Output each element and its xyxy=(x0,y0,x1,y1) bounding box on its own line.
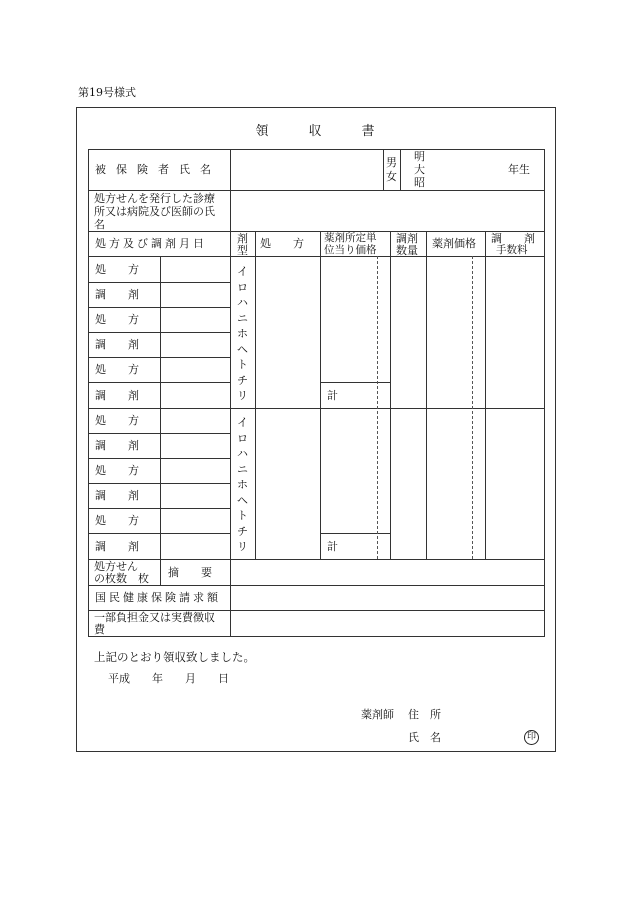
table-top-border xyxy=(88,149,544,150)
header-unit-price-line1: 薬剤所定単 xyxy=(324,232,377,244)
type-char: チ xyxy=(237,373,248,387)
total-line xyxy=(320,533,390,534)
type-char: ロ xyxy=(237,280,248,294)
row-line xyxy=(88,307,230,308)
header-prescription: 処 方 xyxy=(260,237,304,250)
title-char-1: 領 xyxy=(255,124,269,139)
type-char: リ xyxy=(237,540,248,553)
total-label: 計 xyxy=(327,540,338,553)
type-char: ホ xyxy=(237,478,248,491)
receipt-statement: 上記のとおり領収致しました。 xyxy=(94,650,255,664)
col-line xyxy=(426,231,427,559)
col-line xyxy=(485,231,486,559)
row-line xyxy=(88,585,544,586)
row-label: 調 剤 xyxy=(95,540,139,553)
col-line xyxy=(230,149,231,637)
type-char: リ xyxy=(237,389,248,402)
type-char: ト xyxy=(237,509,248,522)
header-type-line1: 剤 xyxy=(237,232,248,245)
header-fee-line1: 調 剤 xyxy=(491,232,535,245)
col-line xyxy=(255,231,256,559)
date-line: 平成 年 月 日 xyxy=(108,672,229,685)
type-char: ニ xyxy=(237,311,248,325)
row-label: 調 剤 xyxy=(95,338,139,351)
row-label: 処 方 xyxy=(95,464,139,477)
seal-mark: 印 xyxy=(524,730,539,745)
header-fee-line2: 手数料 xyxy=(496,244,528,256)
type-char: ハ xyxy=(237,296,248,309)
type-char: ヘ xyxy=(237,342,248,356)
header-quantity-line1: 調剤 xyxy=(396,232,418,245)
col-line xyxy=(383,149,384,190)
receipt-title xyxy=(0,120,630,139)
row-label: 処 方 xyxy=(95,414,139,427)
row-line xyxy=(88,357,230,358)
col-line xyxy=(390,231,391,559)
copay-label-line2: 費 xyxy=(94,623,105,636)
header-quantity-line2: 数量 xyxy=(396,244,418,257)
row-line xyxy=(88,508,230,509)
dashed-separator xyxy=(472,256,473,559)
sex-female: 女 xyxy=(386,170,397,183)
row-line xyxy=(88,190,544,191)
era-taisho: 大 xyxy=(414,163,425,176)
row-label: 調 剤 xyxy=(95,489,139,502)
copay-label-line1: 一部負担金又は実費徴収 xyxy=(94,611,215,624)
row-label: 処 方 xyxy=(95,514,139,527)
type-char: チ xyxy=(237,524,248,538)
col-line xyxy=(160,559,161,585)
row-line xyxy=(88,559,544,560)
col-line xyxy=(400,149,401,190)
row-line xyxy=(88,382,230,383)
row-label: 処 方 xyxy=(95,363,139,376)
nhi-claim-label: 国民健康保険請求額 xyxy=(95,591,221,604)
issuer-label-line1: 処方せんを発行した診療 xyxy=(94,192,215,205)
header-type-line2: 型 xyxy=(237,244,248,257)
birth-year-suffix: 年生 xyxy=(508,163,530,176)
row-label: 調 剤 xyxy=(95,389,139,402)
row-line xyxy=(88,533,230,534)
pharmacist-label: 薬剤師 xyxy=(361,708,394,721)
col-line xyxy=(320,231,321,559)
row-label: 処 方 xyxy=(95,313,139,326)
row-line xyxy=(88,332,230,333)
sheets-label-line1: 処方せん xyxy=(94,560,138,573)
type-char: ト xyxy=(237,358,248,371)
type-char: イ xyxy=(237,265,248,278)
header-drug-price: 薬剤価格 xyxy=(432,237,476,250)
title-char-3: 書 xyxy=(361,124,375,139)
sex-male: 男 xyxy=(386,156,397,169)
type-chars-group2 xyxy=(237,415,248,555)
row-label: 調 剤 xyxy=(95,288,139,301)
row-line xyxy=(88,433,230,434)
type-char: ハ xyxy=(237,447,248,460)
total-label: 計 xyxy=(327,389,338,402)
row-line xyxy=(88,458,230,459)
type-char: イ xyxy=(237,416,248,429)
table-left-border xyxy=(88,149,89,637)
insured-name-label: 被保険者氏名 xyxy=(95,163,221,176)
sheets-label-line2: の枚数 枚 xyxy=(94,572,149,585)
type-char: ヘ xyxy=(237,493,248,507)
name-label: 氏 名 xyxy=(408,731,441,744)
row-line xyxy=(88,483,230,484)
table-bottom-border xyxy=(88,636,544,637)
row-label: 調 剤 xyxy=(95,439,139,452)
type-chars-group1 xyxy=(237,264,248,404)
form-number: 第19号様式 xyxy=(78,86,136,99)
type-char: ロ xyxy=(237,431,248,445)
table-right-border xyxy=(544,149,545,637)
dashed-separator xyxy=(377,256,378,559)
issuer-label-line3: 名 xyxy=(94,218,105,231)
row-line xyxy=(88,256,544,257)
total-line xyxy=(320,382,390,383)
issuer-label-line2: 所又は病院及び医師の氏 xyxy=(94,205,215,218)
row-line xyxy=(88,282,230,283)
type-char: ホ xyxy=(237,327,248,340)
row-line xyxy=(88,231,544,232)
row-label: 処 方 xyxy=(95,263,139,276)
header-date: 処方及び調剤月日 xyxy=(95,237,207,250)
title-char-2: 収 xyxy=(308,124,322,139)
type-char: ニ xyxy=(237,462,248,476)
era-meiji: 明 xyxy=(414,150,425,163)
summary-label: 摘 要 xyxy=(168,566,212,579)
address-label: 住 所 xyxy=(408,708,441,721)
group-divider xyxy=(88,408,544,409)
col-line xyxy=(160,256,161,559)
header-unit-price-line2: 位当り価格 xyxy=(324,244,377,256)
era-showa: 昭 xyxy=(414,176,425,189)
